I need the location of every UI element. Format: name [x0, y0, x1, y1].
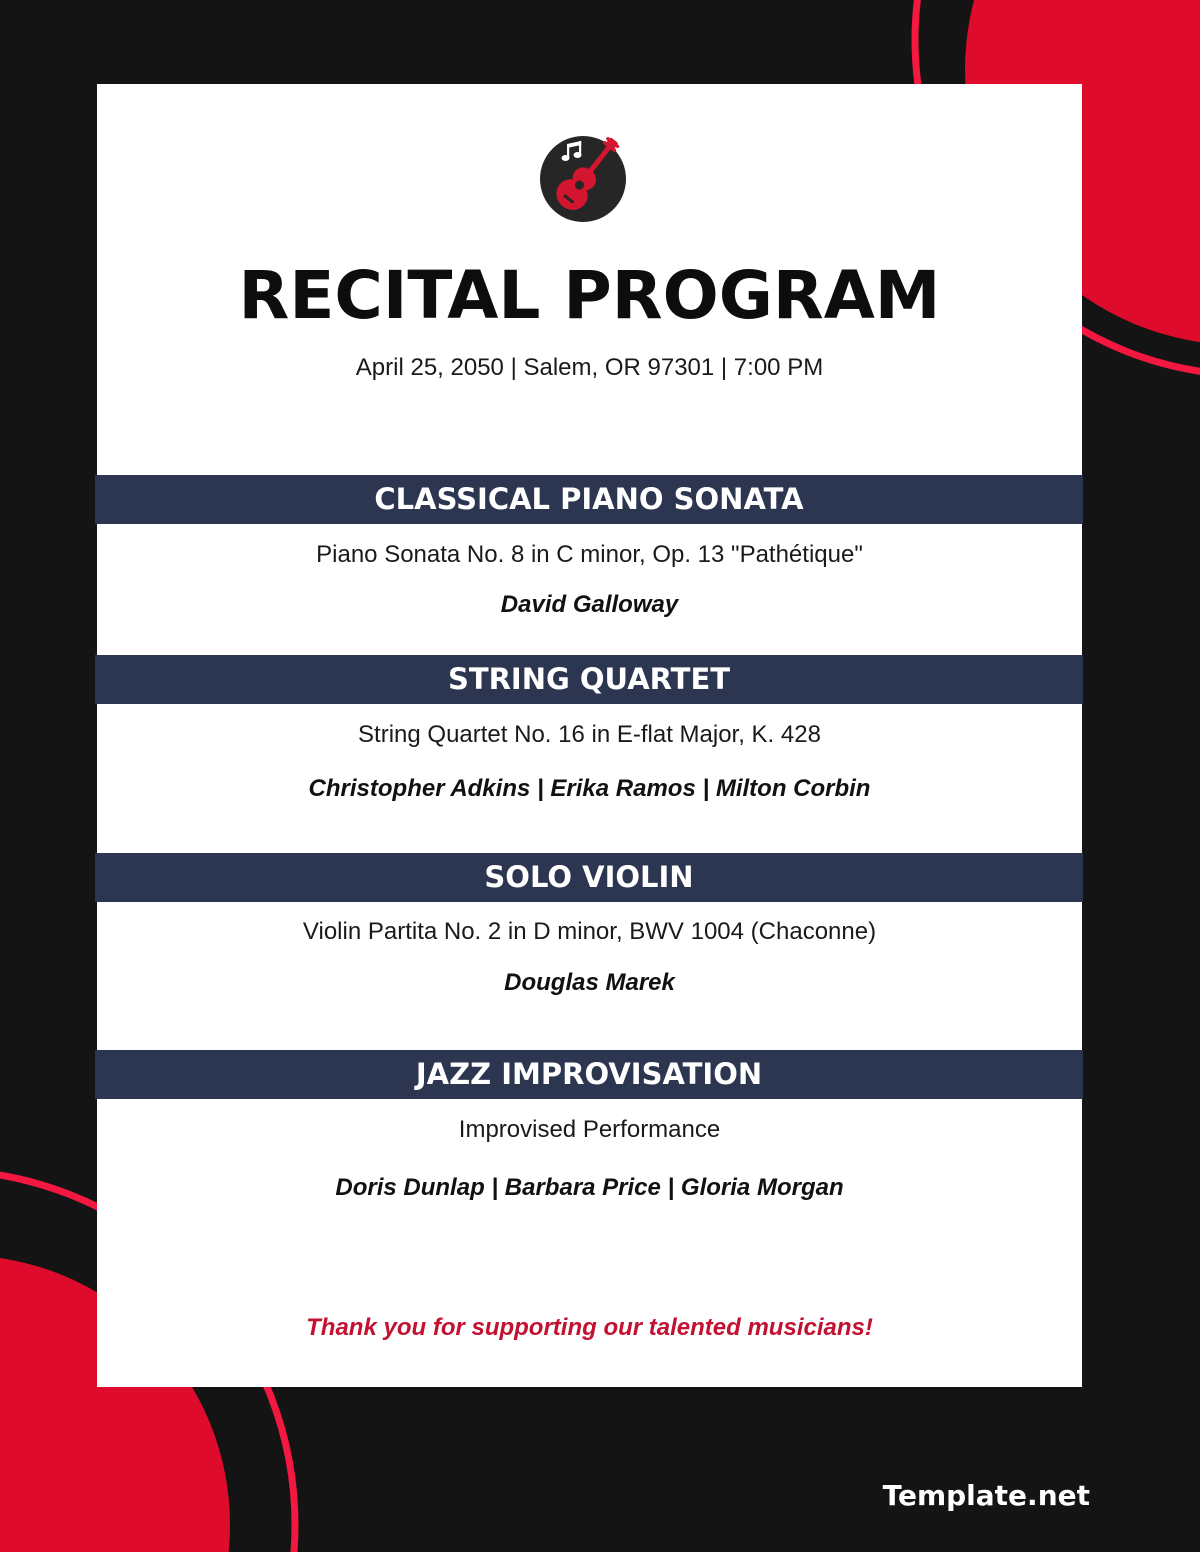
- brand-watermark: Template.net: [882, 1479, 1090, 1512]
- section-piece: Piano Sonata No. 8 in C minor, Op. 13 "Pathétique": [316, 541, 863, 568]
- section-performers: Douglas Marek: [504, 969, 675, 996]
- section-piece: Violin Partita No. 2 in D minor, BWV 1004 (Chaconne): [302, 918, 877, 945]
- section-heading-jazz-improvisation: JAZZ IMPROVISATION: [95, 1050, 1083, 1099]
- section-heading-string-quartet: STRING QUARTET: [95, 655, 1083, 704]
- section-performers: Christopher Adkins | Erika Ramos | Milton Corbin: [308, 775, 871, 802]
- event-details: April 25, 2050 | Salem, OR 97301 | 7:00 PM: [355, 354, 824, 381]
- program-panel: [97, 84, 1082, 1387]
- section-piece: String Quartet No. 16 in E-flat Major, K. 428: [358, 721, 821, 748]
- section-piece: Improvised Performance: [458, 1116, 721, 1143]
- page-title: RECITAL PROGRAM: [238, 257, 941, 334]
- section-heading-solo-violin: SOLO VIOLIN: [95, 853, 1083, 902]
- thank-you-message: Thank you for supporting our talented musicians!: [306, 1314, 873, 1341]
- section-performers: Doris Dunlap | Barbara Price | Gloria Morgan: [335, 1174, 844, 1201]
- section-performers: David Galloway: [500, 591, 679, 618]
- section-heading-classical-piano: CLASSICAL PIANO SONATA: [95, 475, 1083, 524]
- guitar-with-music-note-icon: [539, 130, 631, 222]
